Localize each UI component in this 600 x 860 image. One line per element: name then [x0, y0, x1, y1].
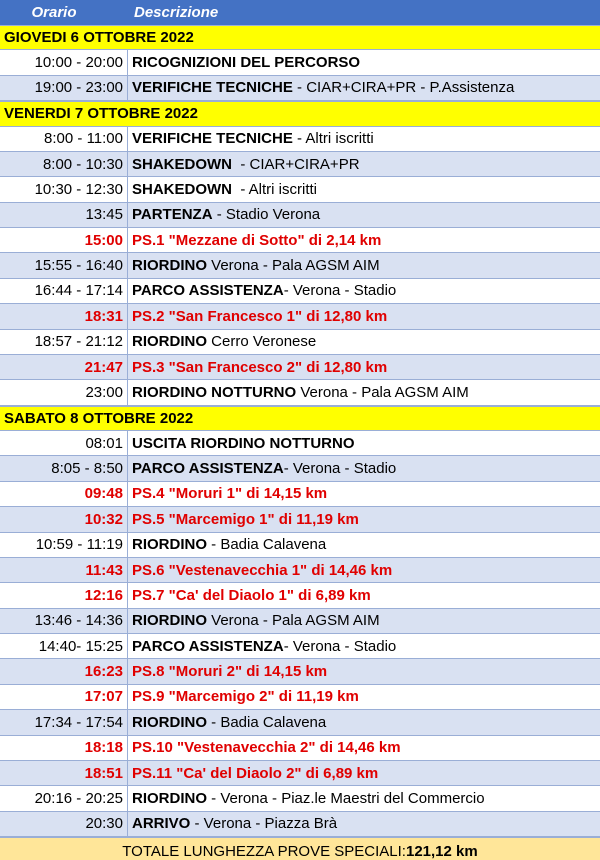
row-description — [128, 761, 600, 785]
row-event: PS.2 "San Francesco 1" di 12,80 km — [132, 307, 388, 325]
schedule-row — [0, 456, 600, 481]
row-description — [128, 330, 600, 354]
row-time: 21:47 — [0, 355, 128, 379]
row-event: PS.1 "Mezzane di Sotto" di 2,14 km — [132, 231, 382, 249]
row-time: 10:00 - 20:00 — [0, 50, 128, 74]
row-event: RIORDINO — [132, 257, 207, 275]
schedule-row — [0, 812, 600, 837]
row-event: PARCO ASSISTENZA — [132, 637, 284, 655]
schedule-row — [0, 330, 600, 355]
row-event: PARTENZA — [132, 206, 213, 224]
row-description — [128, 203, 600, 227]
time-column-header: Orario — [31, 4, 77, 21]
row-event: PS.5 "Marcemigo 1" di 11,19 km — [132, 510, 359, 528]
schedule-row — [0, 431, 600, 456]
row-description — [128, 710, 600, 734]
row-time: 8:00 - 10:30 — [0, 152, 128, 176]
row-location: Verona - Pala AGSM AIM — [296, 383, 469, 401]
row-description — [128, 431, 600, 455]
row-description — [128, 127, 600, 151]
row-description — [128, 76, 600, 100]
row-time: 17:34 - 17:54 — [0, 710, 128, 734]
row-event: SHAKEDOWN — [132, 155, 232, 173]
row-location: - Verona - Stadio — [283, 637, 397, 655]
row-time: 13:46 - 14:36 — [0, 609, 128, 633]
row-description — [128, 609, 600, 633]
row-time: 08:01 — [0, 431, 128, 455]
row-description — [128, 659, 600, 683]
row-description — [128, 533, 600, 557]
total-length-footer — [0, 837, 600, 860]
total-length-label: TOTALE LUNGHEZZA PROVE SPECIALI: — [122, 842, 406, 860]
row-event: RIORDINO — [132, 612, 207, 630]
special-stage-row — [0, 583, 600, 608]
row-event: PS.7 "Ca' del Diaolo 1" di 6,89 km — [132, 586, 371, 604]
row-time: 17:07 — [0, 685, 128, 709]
row-time: 11:43 — [0, 558, 128, 582]
day-header: GIOVEDI 6 OTTOBRE 2022 — [0, 25, 600, 50]
row-time: 8:00 - 11:00 — [0, 127, 128, 151]
row-time: 18:57 - 21:12 — [0, 330, 128, 354]
special-stage-row — [0, 685, 600, 710]
row-location: - CIAR+CIRA+PR — [232, 155, 360, 173]
schedule-row — [0, 279, 600, 304]
row-description — [128, 482, 600, 506]
row-time: 18:18 — [0, 736, 128, 760]
row-description — [128, 355, 600, 379]
table-body — [0, 25, 600, 837]
schedule-row — [0, 533, 600, 558]
row-description — [128, 736, 600, 760]
day-header: SABATO 8 OTTOBRE 2022 — [0, 406, 600, 431]
row-event: RIORDINO — [132, 333, 207, 351]
row-time: 15:55 - 16:40 — [0, 253, 128, 277]
row-description — [128, 583, 600, 607]
special-stage-row — [0, 304, 600, 329]
row-time: 14:40- 15:25 — [0, 634, 128, 658]
row-event: PS.9 "Marcemigo 2" di 11,19 km — [132, 688, 359, 706]
special-stage-row — [0, 507, 600, 532]
row-description — [128, 304, 600, 328]
row-time: 18:51 — [0, 761, 128, 785]
schedule-row — [0, 380, 600, 405]
special-stage-row — [0, 228, 600, 253]
schedule-row — [0, 127, 600, 152]
row-location: - Verona - Stadio — [283, 460, 397, 478]
special-stage-row — [0, 736, 600, 761]
row-location: - Altri iscritti — [232, 180, 317, 198]
row-description — [128, 380, 600, 404]
row-event: PS.4 "Moruri 1" di 14,15 km — [132, 485, 328, 503]
row-event: RIORDINO — [132, 713, 207, 731]
row-time: 16:23 — [0, 659, 128, 683]
row-event: PARCO ASSISTENZA — [132, 460, 284, 478]
row-description — [128, 558, 600, 582]
row-event: RICOGNIZIONI DEL PERCORSO — [132, 54, 361, 72]
row-time: 10:59 - 11:19 — [0, 533, 128, 557]
row-location: - Badia Calavena — [207, 536, 327, 554]
row-location: Cerro Veronese — [207, 333, 317, 351]
row-description — [128, 456, 600, 480]
row-description — [128, 253, 600, 277]
row-description — [128, 685, 600, 709]
row-event: PS.11 "Ca' del Diaolo 2" di 6,89 km — [132, 764, 379, 782]
schedule-row — [0, 203, 600, 228]
special-stage-row — [0, 659, 600, 684]
row-location: - Verona - Piaz.le Maestri del Commercio — [207, 789, 485, 807]
row-event: RIORDINO — [132, 789, 207, 807]
special-stage-row — [0, 482, 600, 507]
row-time: 20:30 — [0, 812, 128, 836]
schedule-row — [0, 177, 600, 202]
row-event: PS.8 "Moruri 2" di 14,15 km — [132, 663, 328, 681]
row-description — [128, 50, 600, 74]
row-event: PS.6 "Vestenavecchia 1" di 14,46 km — [132, 561, 393, 579]
special-stage-row — [0, 558, 600, 583]
row-event: VERIFICHE TECNICHE — [132, 79, 293, 97]
schedule-row — [0, 76, 600, 101]
row-event: PS.10 "Vestenavecchia 2" di 14,46 km — [132, 739, 401, 757]
row-location: - CIAR+CIRA+PR - P.Assistenza — [292, 79, 515, 97]
row-time: 23:00 — [0, 380, 128, 404]
row-description — [128, 228, 600, 252]
row-description — [128, 634, 600, 658]
schedule-row — [0, 50, 600, 75]
schedule-row — [0, 609, 600, 634]
row-description — [128, 507, 600, 531]
row-time: 15:00 — [0, 228, 128, 252]
schedule-row — [0, 634, 600, 659]
row-location: - Altri iscritti — [292, 130, 374, 148]
row-location: - Verona - Stadio — [283, 282, 397, 300]
row-location: Verona - Pala AGSM AIM — [207, 612, 380, 630]
row-description — [128, 786, 600, 810]
special-stage-row — [0, 761, 600, 786]
row-time: 8:05 - 8:50 — [0, 456, 128, 480]
row-event: PARCO ASSISTENZA — [132, 282, 284, 300]
row-time: 16:44 - 17:14 — [0, 279, 128, 303]
row-time: 10:32 — [0, 507, 128, 531]
row-location: - Stadio Verona — [212, 206, 321, 224]
row-time: 09:48 — [0, 482, 128, 506]
total-length-value: 121,12 km — [405, 842, 478, 860]
row-event: VERIFICHE TECNICHE — [132, 130, 293, 148]
row-time: 10:30 - 12:30 — [0, 177, 128, 201]
row-time: 12:16 — [0, 583, 128, 607]
row-event: USCITA RIORDINO NOTTURNO — [132, 434, 355, 452]
day-header: VENERDI 7 OTTOBRE 2022 — [0, 101, 600, 126]
row-location: - Verona - Piazza Brà — [190, 815, 338, 833]
description-column-header: Descrizione — [134, 4, 219, 21]
table-header — [0, 0, 600, 25]
special-stage-row — [0, 355, 600, 380]
row-location: Verona - Pala AGSM AIM — [207, 257, 380, 275]
row-time: 20:16 - 20:25 — [0, 786, 128, 810]
row-description — [128, 152, 600, 176]
row-description — [128, 279, 600, 303]
row-event: RIORDINO NOTTURNO — [132, 383, 297, 401]
row-time: 18:31 — [0, 304, 128, 328]
row-time: 19:00 - 23:00 — [0, 76, 128, 100]
row-event: PS.3 "San Francesco 2" di 12,80 km — [132, 358, 388, 376]
row-time: 13:45 — [0, 203, 128, 227]
schedule-row — [0, 710, 600, 735]
row-event: RIORDINO — [132, 536, 207, 554]
row-event: SHAKEDOWN — [132, 180, 232, 198]
row-location: - Badia Calavena — [207, 713, 327, 731]
row-description — [128, 812, 600, 836]
schedule-row — [0, 786, 600, 811]
row-event: ARRIVO — [132, 815, 191, 833]
schedule-row — [0, 253, 600, 278]
row-description — [128, 177, 600, 201]
schedule-row — [0, 152, 600, 177]
